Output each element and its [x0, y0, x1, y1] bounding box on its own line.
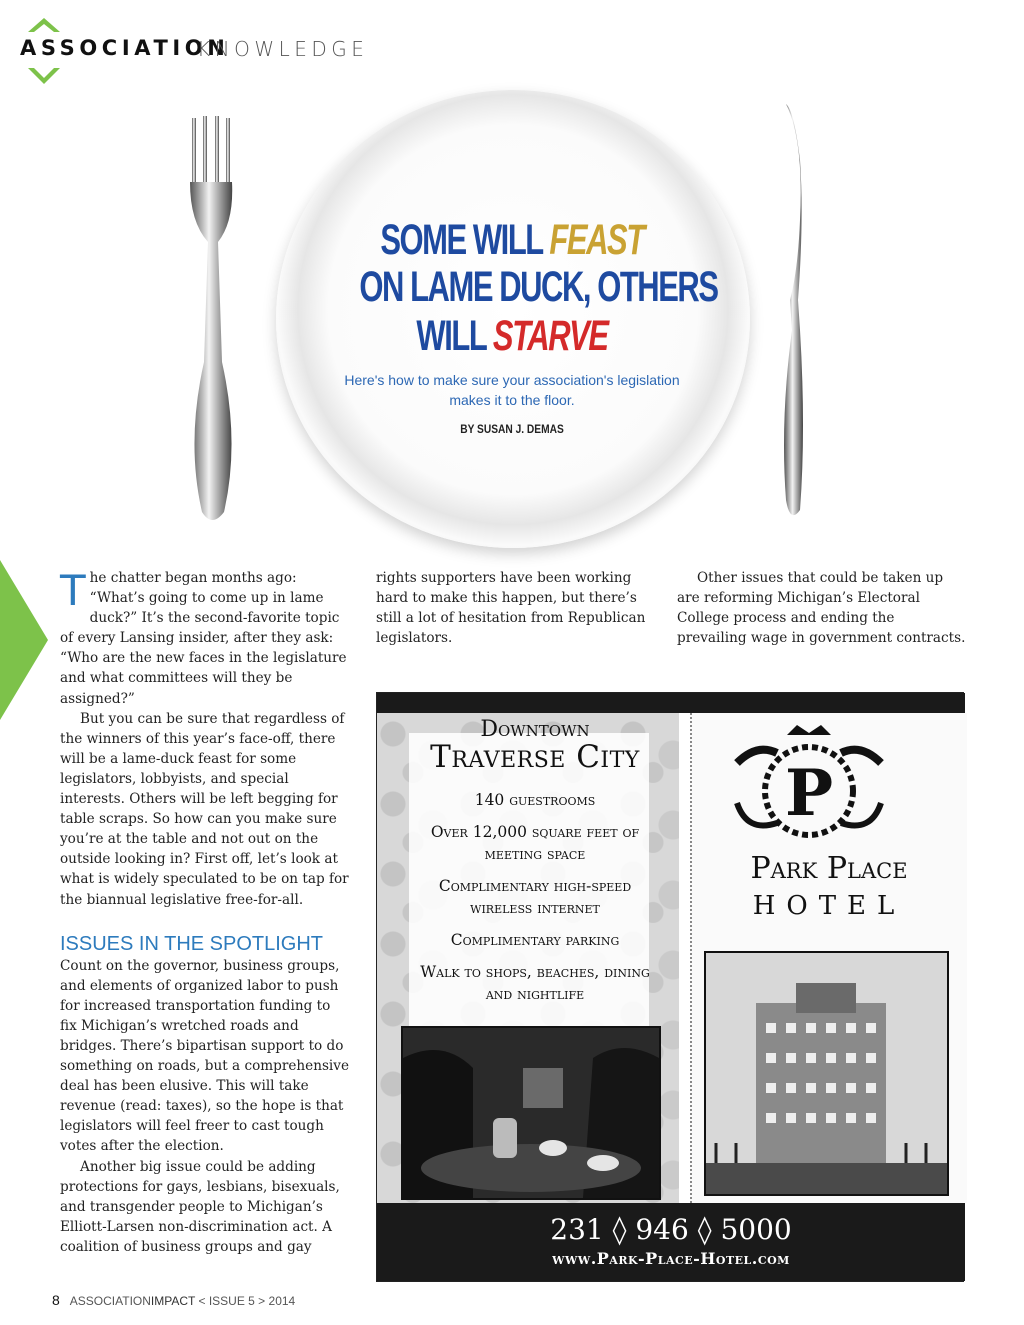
paragraph: Another big issue could be adding protections for gays, lesbians, bisexuals, and transgender people to Michigan’s Elliott-Larsen non-discrimination act. A coalition of business groups and gay — [60, 1158, 340, 1255]
hotel-building-photo — [704, 951, 949, 1196]
page-footer — [52, 1292, 295, 1308]
paragraph: Other issues that could be taken up are reforming Michigan’s Electoral College process and ending the prevailing wage in government contracts. — [677, 570, 966, 647]
hotel-name: Park Place — [750, 851, 908, 886]
headline-line-2: ON LAME DUCK, OTHERS — [359, 263, 718, 311]
footer-pub-bold: IMPACT — [150, 1294, 196, 1308]
ad-feature: Over 12,000 square feet of meeting space — [430, 823, 640, 863]
article-column-2 — [376, 568, 658, 648]
ad-feature: Walk to shops, beaches, dining and nightlife — [420, 963, 650, 1003]
article-deck: Here's how to make sure your association's legislation makes it to the floor. — [344, 372, 680, 408]
hotel-word: HOTEL — [752, 891, 906, 921]
hotel-advertisement — [376, 692, 964, 1282]
ad-feature: Complimentary high-speed wireless internet — [438, 877, 632, 917]
ad-feature: Complimentary parking — [450, 931, 620, 949]
section-brand-light: KNOWLEDGE — [197, 37, 369, 61]
paragraph: rights supporters have been working hard to make this happen, but there’s still a lot of hesitation from Republican legislators. — [376, 570, 646, 647]
article-column-3 — [677, 568, 967, 648]
section-subhead: ISSUES IN THE SPOTLIGHT — [60, 932, 324, 955]
drop-cap: T — [60, 566, 86, 615]
headline-line-1: SOME WILL FEAST — [380, 216, 644, 264]
page-number: 8 — [52, 1292, 60, 1308]
svg-text:P: P — [784, 756, 834, 831]
fork-icon — [182, 112, 244, 528]
ad-feature: 140 guestrooms — [474, 791, 596, 809]
knife-icon — [760, 100, 810, 526]
headline-line-3: WILL STARVE — [416, 312, 608, 360]
ad-downtown: Downtown — [480, 717, 590, 742]
section-brand-bold: ASSOCIATION — [20, 36, 230, 60]
paragraph: The chatter began months ago: “What’s going to come up in lame duck?” It’s the second-favorite topic of every Lansing insider, after they ask: “Who are the new faces in the legislature and what committees will they be assigned?” — [60, 566, 347, 707]
footer-pub-light: ASSOCIATION — [69, 1294, 151, 1308]
park-place-crest-icon — [717, 723, 957, 843]
ad-city: Traverse City — [430, 739, 640, 775]
ad-top-bar — [377, 693, 965, 713]
hotel-url: www.Park-Place-Hotel.com — [552, 1249, 790, 1268]
lobby-photo — [401, 1026, 661, 1200]
paragraph: Count on the governor, business groups, and elements of organized labor to push for increased transportation funding to fix Michigan’s wretched roads and bridges. There’s bipartisan support to do something on roads, but a comprehensive deal has been elusive. This will take revenue (read: taxes), so the hope is that legislators will feel freer to cast tough votes after the election. — [60, 957, 350, 1155]
footer-issue: < ISSUE 5 > — [195, 1294, 269, 1308]
paragraph: But you can be sure that regardless of the winners of this year’s face-off, there will be a lame-duck feast for some legislators, lobbyists, and special interests. Others will be left begging for table scraps. So how can you make sure you’re at the table and not out on the outside looking in? First off, let’s look at what is widely speculated to be on tap for the biannual legislative free-for-all. — [60, 710, 349, 908]
green-triangle-accent — [0, 560, 52, 720]
hotel-phone: 231 ◊ 946 ◊ 5000 — [550, 1213, 792, 1246]
article-column-1 — [60, 568, 350, 1257]
footer-year: 2014 — [268, 1294, 296, 1308]
byline: BY SUSAN J. DEMAS — [460, 422, 564, 436]
